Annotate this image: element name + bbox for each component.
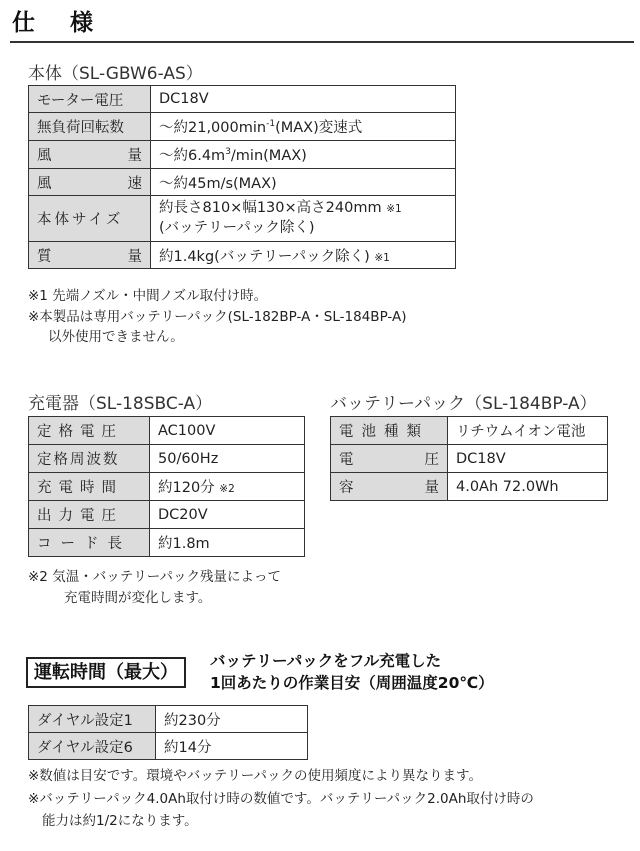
charger-note-1: ※2 気温・バッテリーパック残量によって [28,569,282,585]
table-row [29,196,456,242]
main-unit-heading: 本体（SL-GBW6-AS） [28,64,203,84]
spec-label-air-volume: 風 量 [29,141,151,169]
charger-heading: 充電器（SL-18SBC-A） [28,394,213,414]
spec-value-air-volume: ～約$6.4m^3/\min(MAX)$ [151,141,456,169]
spec-label-battery-type: 電池種類 [331,417,448,445]
main-unit-spec-table [28,85,456,269]
table-row [331,417,608,445]
runtime-label-dial-1: ダイヤル設定1 [29,706,156,733]
spec-value-battery-capacity: 4.0Ah 72.0Wh [448,473,608,501]
spec-value-charge-time: 約120分 ※2 [150,473,305,501]
table-row [29,473,305,501]
runtime-box-title: 運転時間（最大） [26,657,186,688]
spec-label-cord-length: コード長 [29,529,150,557]
charger-spec-table [28,416,305,557]
spec-label-air-speed: 風 速 [29,169,151,196]
table-row [29,169,456,196]
spec-value-cord-length: 約1.8m [150,529,305,557]
table-row [29,733,308,760]
table-row [29,113,456,141]
table-row [29,501,305,529]
spec-label-body-size: 本体サイズ [29,196,151,242]
runtime-value-dial-1: 約230分 [156,706,308,733]
spec-label-battery-capacity: 容 量 [331,473,448,501]
runtime-label-dial-6: ダイヤル設定6 [29,733,156,760]
spec-label-no-load-speed: 無負荷回転数 [29,113,151,141]
spec-value-body-size: 約長さ810×幅130×高さ240mm ※1 (バッテリーパック除く) [151,196,456,242]
spec-value-battery-voltage: DC18V [448,445,608,473]
spec-value-rated-voltage: AC100V [150,417,305,445]
table-row [29,141,456,169]
runtime-note-3: 能力は約1/2になります。 [42,813,198,829]
runtime-note-2: ※バッテリーパック4.0Ah取付け時の数値です。バッテリーパック2.0Ah取付け時の [28,791,534,807]
spec-label-weight: 質 量 [29,242,151,269]
battery-heading: バッテリーパック（SL-184BP-A） [330,394,597,414]
spec-value-no-load-speed: ～約$21,000\min^{-1}(MAX)$変速式 [151,113,456,141]
spec-value-weight: 約1.4kg(バッテリーパック除く) ※1 [151,242,456,269]
table-row [29,242,456,269]
spec-value-air-speed: ～約45m/s(MAX) [151,169,456,196]
spec-label-output-voltage: 出力電圧 [29,501,150,529]
spec-label-charge-time: 充電時間 [29,473,150,501]
spec-value-rated-frequency: 50/60Hz [150,445,305,473]
runtime-description [210,650,494,694]
main-unit-note-3: 以外使用できません。 [48,329,184,345]
spec-label-rated-voltage: 定格電圧 [29,417,150,445]
spec-value-motor-voltage: DC18V [151,86,456,113]
runtime-table [28,705,308,760]
table-row [29,86,456,113]
spec-label-battery-voltage: 電 圧 [331,445,448,473]
title-divider [10,41,634,43]
runtime-note-1: ※数値は目安です。環境やバッテリーパックの使用頻度により異なります。 [28,768,482,784]
main-unit-note-1: ※1 先端ノズル・中間ノズル取付け時。 [28,288,268,304]
table-row [29,529,305,557]
spec-value-battery-type: リチウムイオン電池 [448,417,608,445]
table-row [331,445,608,473]
battery-spec-table [330,416,608,501]
charger-note-2: 充電時間が変化します。 [64,590,212,606]
runtime-value-dial-6: 約14分 [156,733,308,760]
spec-label-rated-frequency: 定格周波数 [29,445,150,473]
spec-value-output-voltage: DC20V [150,501,305,529]
table-row [29,417,305,445]
spec-label-motor-voltage: モーター電圧 [29,86,151,113]
table-row [331,473,608,501]
runtime-description-line1: バッテリーパックをフル充電した [210,652,442,670]
page-title: 仕 様 [12,10,99,36]
main-unit-note-2: ※本製品は専用バッテリーパック(SL-182BP-A・SL-184BP-A) [28,309,407,325]
runtime-description-line2: 1回あたりの作業目安（周囲温度20℃） [210,674,494,692]
table-row [29,445,305,473]
table-row [29,706,308,733]
